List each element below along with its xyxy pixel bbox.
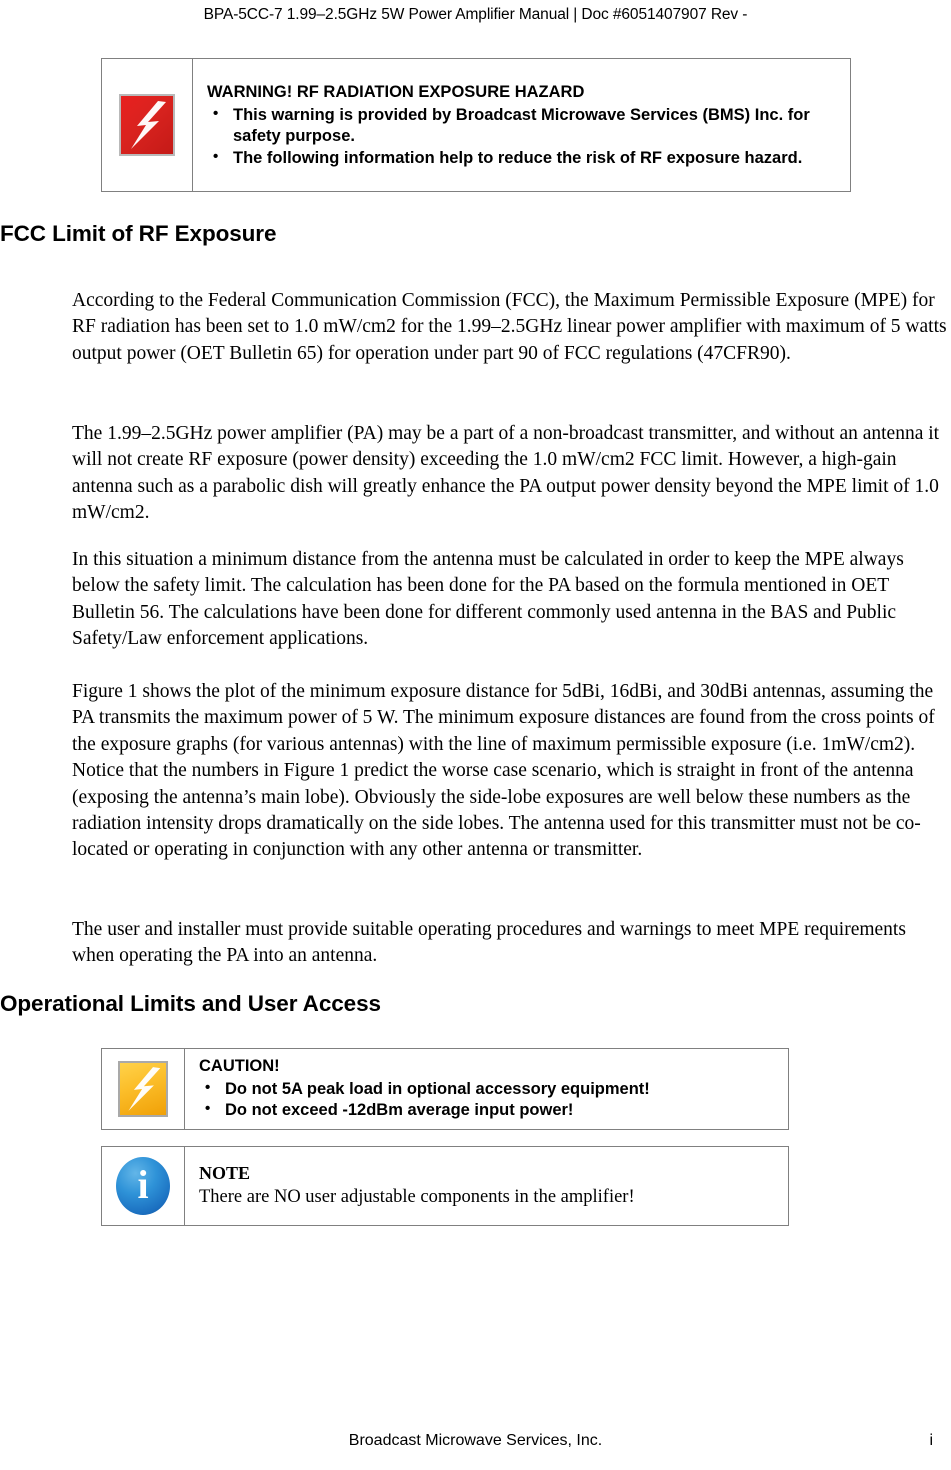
caution-bullet-item: • Do not 5A peak load in optional accessory equipment! [199,1079,780,1100]
caution-bullet-item: • Do not exceed -12dBm average input power! [199,1100,780,1121]
section-heading-operational-limits: Operational Limits and User Access [0,991,381,1016]
note-icon-cell [102,1147,185,1225]
note-callout-box [101,1146,789,1226]
warning-bullet-list [207,105,842,169]
caution-icon-cell [102,1049,185,1129]
paragraph-figure1-description: Figure 1 shows the plot of the minimum exposure distance for 5dBi, 16dBi, and 30dBi antennas, assuming the PA transmits the maximum power of 5 W. The minimum exposure distances are found from the cross points of the exposure graphs (for various antennas) with the line of maximum permissible exposure (i.e. 1mW/cm2). Notice that the numbers in Figure 1 predict the worse case scenario, which is straight in front of the antenna (exposing the antenna’s main lobe). Obviously the side-lobe exposures are well below these numbers as the radiation intensity drops dramatically on the side lobes. The antenna used for this transmitter must not be co-located or operating in conjunction with any other antenna or transmitter. [72,681,935,861]
caution-content [185,1049,788,1129]
warning-icon-cell [102,59,193,191]
footer-company-name: Broadcast Microwave Services, Inc. [348,1432,603,1449]
warning-bullet-item: • This warning is provided by Broadcast Microwave Services (BMS) Inc. for safety purpose. [207,105,842,148]
paragraph-minimum-distance: In this situation a minimum distance from the antenna must be calculated in order to keep the MPE always below the safety limit. The calculation has been done for the PA based on the formula mentioned in OET Bulletin 56. The calculations have been done for different commonly used antenna in the BAS and Public Safety/Law enforcement applications. [72,549,904,650]
warning-lightning-icon [119,94,175,156]
info-icon-glyph: i [137,1162,149,1207]
warning-content [193,59,850,191]
paragraph-user-installer-requirements: The user and installer must provide suitable operating procedures and warnings to meet MPE requirements when operating the PA into an antenna. [72,919,906,967]
warning-bullet-item: • The following information help to reduce the risk of RF exposure hazard. [207,148,842,169]
document-footer [0,1432,951,1456]
footer-page-number: i [929,1432,933,1449]
caution-lightning-icon [118,1061,168,1117]
paragraph-fcc-mpe-limit: According to the Federal Communication Commission (FCC), the Maximum Permissible Exposure (MPE) for RF radiation has been set to 1.0 mW/cm2 for the 1.99–2.5GHz linear power amplifier with maximum of 5 watts output power (OET Bulletin 65) for operation under part 90 of FCC regulations (47CFR90). [72,290,947,364]
info-icon [116,1157,170,1215]
document-header-title: BPA-5CC-7 1.99–2.5GHz 5W Power Amplifier Manual | Doc #6051407907 Rev - [203,6,748,23]
caution-title: CAUTION! [199,1057,280,1076]
warning-title: WARNING! RF RADIATION EXPOSURE HAZARD [207,82,585,101]
section-heading-fcc-limit: FCC Limit of RF Exposure [0,221,277,246]
caution-callout-box [101,1048,789,1130]
note-text: There are NO user adjustable components in the amplifier! [199,1187,635,1208]
caution-bullet-list [199,1079,780,1122]
warning-callout-box [101,58,851,192]
note-title: NOTE [199,1163,251,1184]
paragraph-pa-antenna-exposure: The 1.99–2.5GHz power amplifier (PA) may be a part of a non-broadcast transmitter, and without an antenna it will not create RF exposure (power density) exceeding the 1.0 mW/cm2 FCC limit. However, a high-gain antenna such as a parabolic dish will greatly enhance the PA output power density beyond the MPE limit of 1.0 mW/cm2. [72,423,940,524]
note-content [185,1147,788,1225]
